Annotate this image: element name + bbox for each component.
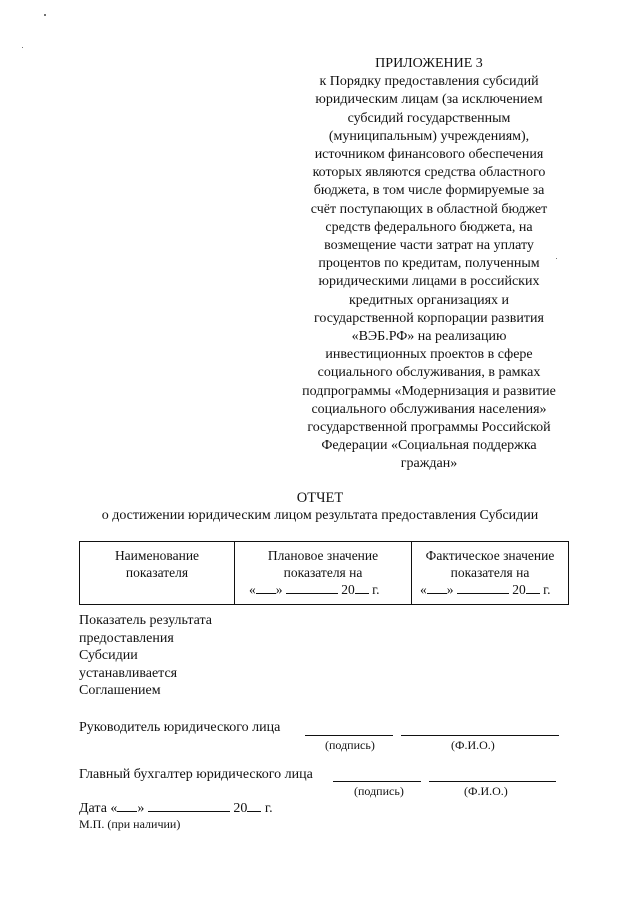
day-blank-line [256,581,276,594]
header-cell-text: Фактическое значение [425,548,555,563]
appendix-line: (муниципальным) учреждениям), [328,128,530,144]
report-table [79,541,569,605]
appendix-line: юридическим лицам (за исключением [315,92,543,108]
accountant-name-caption: (Ф.И.О.) [464,784,508,798]
date-day-blank[interactable] [117,799,137,812]
appendix-line: граждан» [400,456,458,472]
header-cell-text: Плановое значение [267,548,379,563]
header-cell-planned-value [235,542,412,605]
appendix-line: к Порядку предоставления субсидий [319,74,539,90]
year-suffix: г. [372,582,380,597]
indicator-line: Соглашением [79,683,161,698]
date-year-suffix: г. [264,801,273,816]
head-signature-label: Руководитель юридического лица [79,720,281,735]
appendix-line: подпрограммы «Модернизация и развитие [302,383,556,399]
appendix-line: «ВЭБ.РФ» на реализацию [351,329,507,345]
date-open-quote: « [249,582,256,597]
report-subtitle: о достижении юридическим лицом результата предоставления Субсидии [101,508,539,523]
head-signature-line[interactable] [305,735,393,736]
appendix-header [284,55,574,474]
table-header-row [80,542,569,605]
appendix-title: ПРИЛОЖЕНИЕ 3 [375,56,483,71]
head-signature-caption: (подпись) [325,738,375,752]
scan-speck [44,14,46,16]
appendix-line: социального обслуживания населения» [311,401,547,417]
accountant-signature-caption: (подпись) [354,784,404,798]
header-cell-text: показателя на [283,564,363,580]
date-close-quote: » [446,582,454,597]
header-cell-text: показателя на [450,564,530,580]
date-open-quote: « [420,582,427,597]
appendix-line: социального обслуживания, в рамках [317,365,541,381]
appendix-line: которых являются средства областного [312,165,546,181]
appendix-line: государственной корпорации развития [314,310,544,326]
header-cell-text: Наименование [114,548,200,563]
date-row [79,799,273,817]
appendix-line: источником финансового обеспечения [314,147,544,163]
indicator-line: предоставления [79,630,174,646]
day-blank-line [427,581,447,594]
year-prefix: 20 [341,582,355,597]
accountant-signature-line[interactable] [333,781,421,782]
appendix-line: кредитных организациях и [348,292,510,308]
month-blank-line [457,581,509,594]
appendix-line: Федерации «Социальная поддержка [321,438,537,454]
date-year-blank[interactable] [247,799,261,812]
date-close-quote: » [275,582,283,597]
year-suffix: г. [543,582,551,597]
header-cell-text: показателя [125,564,189,580]
date-label: Дата « [79,801,118,816]
appendix-line: счёт поступающих в областной бюджет [310,201,548,217]
appendix-line: государственной программы Российской [307,420,551,436]
appendix-line: субсидий государственным [347,110,511,126]
indicator-line: Показатель результата [79,613,212,628]
head-name-caption: (Ф.И.О.) [451,738,495,752]
year-blank-line [355,581,369,594]
appendix-line: процентов по кредитам, полученным [318,256,540,272]
header-cell-actual-value [412,542,569,605]
planned-date-row [239,581,407,599]
indicator-line: устанавливается [79,665,178,681]
appendix-line: бюджета, в том числе формируемые за [313,183,545,199]
scan-speck [22,47,23,48]
year-blank-line [526,581,540,594]
appendix-line: возмещение части затрат на уплату [324,238,534,254]
actual-date-row [416,581,564,599]
header-cell-indicator-name [80,542,235,605]
date-month-blank[interactable] [148,799,230,812]
appendix-line: инвестиционных проектов в сфере [325,347,533,363]
date-year-prefix: 20 [233,801,248,816]
date-close-quote: » [137,801,145,816]
accountant-name-line[interactable] [429,781,556,782]
appendix-line: средств федерального бюджета, на [325,219,533,235]
appendix-line: юридическими лицами в российских [318,274,540,290]
indicator-line: Субсидии [79,648,138,663]
indicator-note [79,612,279,700]
year-prefix: 20 [512,582,526,597]
stamp-note: М.П. (при наличии) [79,817,181,831]
head-name-line[interactable] [401,735,559,736]
month-blank-line [286,581,338,594]
report-title: ОТЧЕТ [296,490,344,506]
accountant-signature-label: Главный бухгалтер юридического лица [79,767,313,782]
